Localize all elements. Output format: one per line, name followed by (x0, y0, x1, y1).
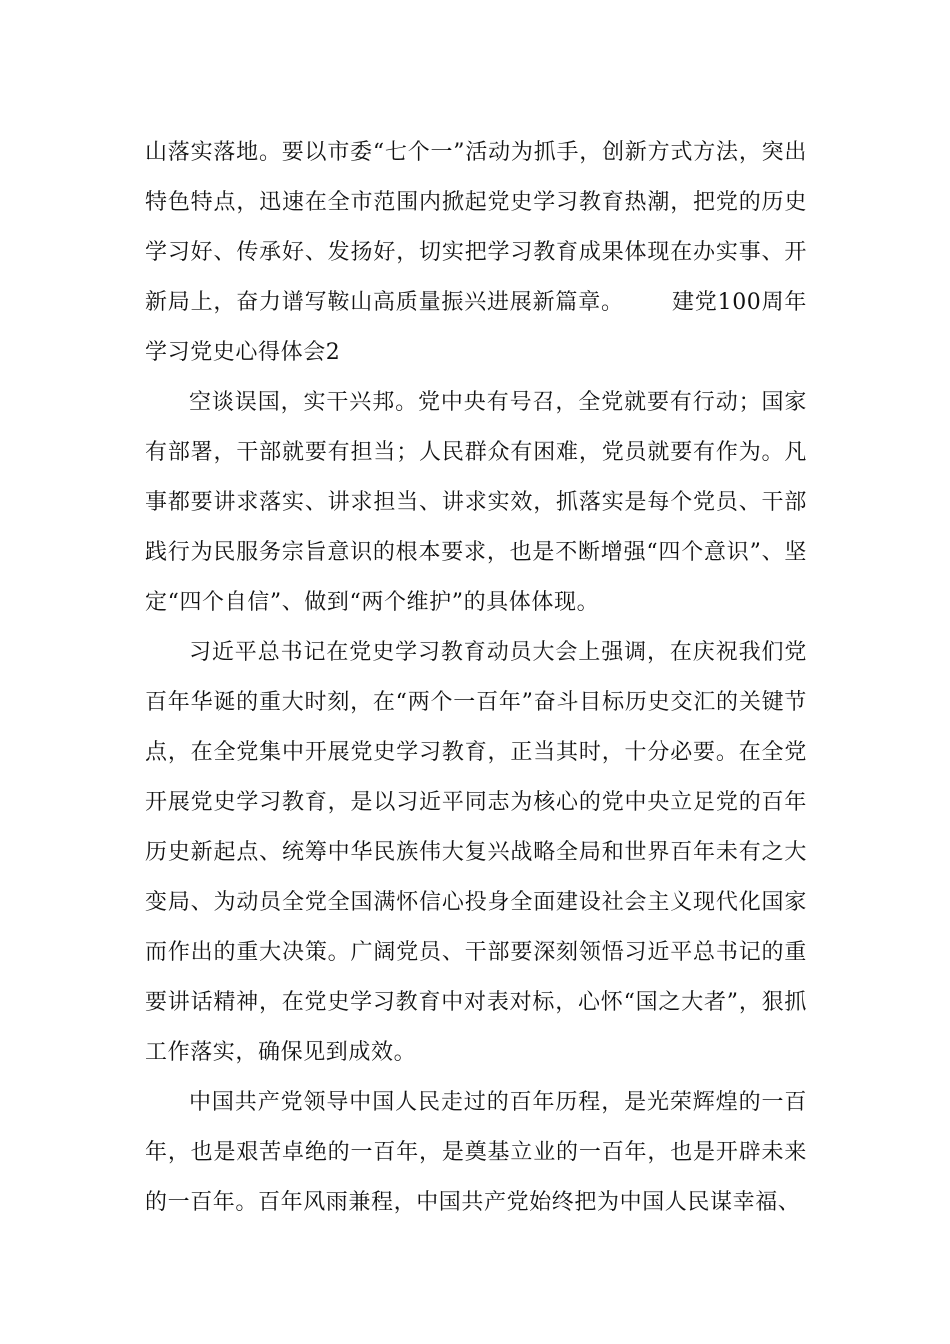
document-body (145, 128, 807, 1228)
paragraph-2: 习近平总书记在党史学习教育动员大会上强调，在庆祝我们党百年华诞的重大时刻，在“两个一百年”奋斗目标历史交汇的关键节点，在全党集中开展党史学习教育，正当其时，十分必要。在全党开展党史学习教育，是以习近平同志为核心的党中央立足党的百年历史新起点、统筹中华民族伟大复兴战略全局和世界百年未有之大变局、为动员全党全国满怀信心投身全面建设社会主义现代化国家而作出的重大决策。广阔党员、干部要深刻领悟习近平总书记的重要讲话精神，在党史学习教育中对表对标，心怀“国之大者”，狠抓工作落实，确保见到成效。 (145, 640, 807, 1065)
continued-paragraph (145, 128, 807, 378)
continued-paragraph-text: 山落实落地。要以市委“七个一”活动为抓手，创新方式方法，突出特色特点，迅速在全市范围内掀起党史学习教育热潮，把党的历史学习好、传承好、发扬好，切实把学习教育成果体现在办实事、开新局上，奋力谱写鞍山高质量振兴进展新篇章。 (145, 140, 807, 315)
section-heading: 建党100周年学习党史心得体会2 (145, 290, 807, 365)
paragraph-1: 空谈误国，实干兴邦。党中央有号召，全党就要有行动；国家有部署，干部就要有担当；人民群众有困难，党员就要有作为。凡事都要讲求落实、讲求担当、讲求实效，抓落实是每个党员、干部践行为民服务宗旨意识的根本要求，也是不断增强“四个意识”、坚定“四个自信”、做到“两个维护”的具体体现。 (145, 390, 807, 615)
paragraph-3: 中国共产党领导中国人民走过的百年历程，是光荣辉煌的一百年，也是艰苦卓绝的一百年，是奠基立业的一百年，也是开辟未来的一百年。百年风雨兼程，中国共产党始终把为中国人民谋幸福、 (145, 1090, 807, 1215)
